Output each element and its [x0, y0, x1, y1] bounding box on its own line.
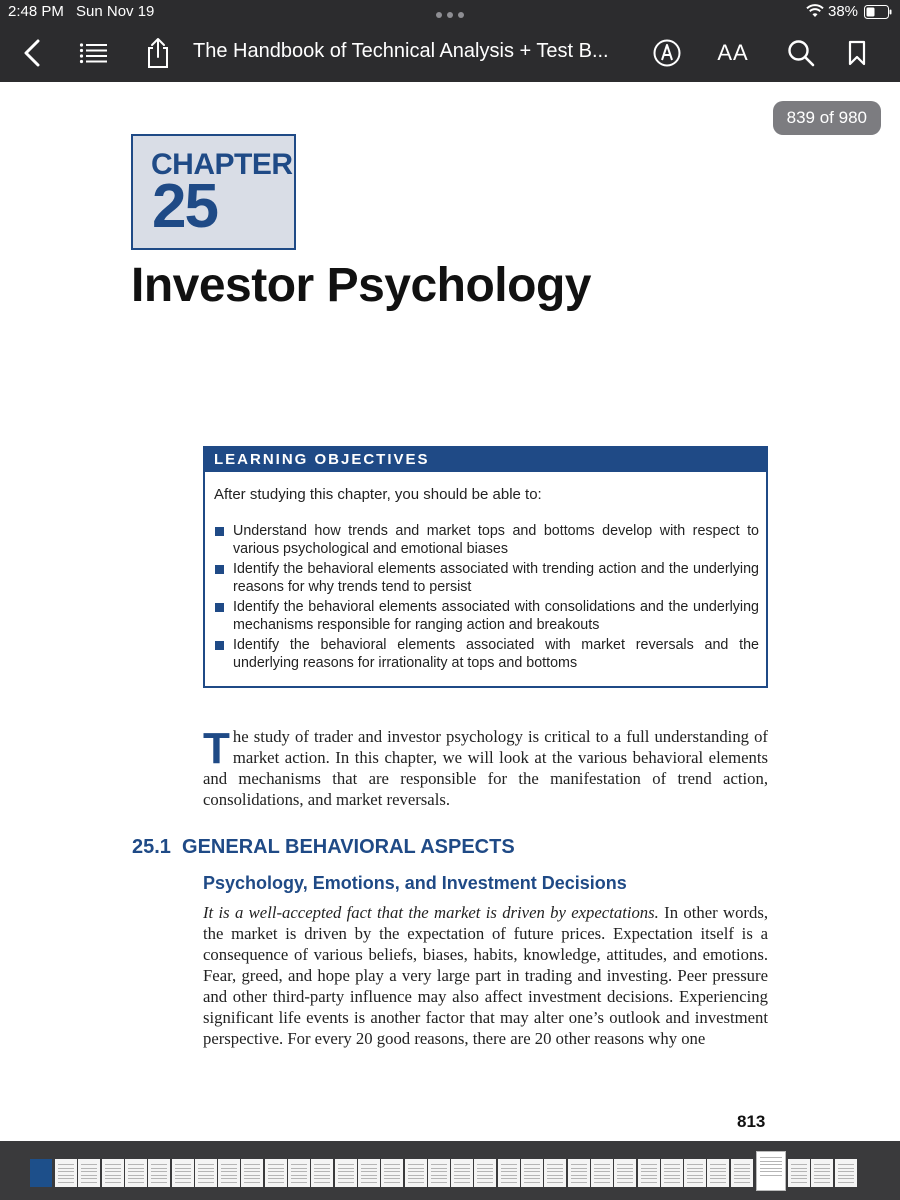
learning-objectives-heading: LEARNING OBJECTIVES	[205, 448, 766, 472]
back-icon	[23, 39, 41, 67]
chapter-number: 25	[152, 172, 217, 241]
back-button[interactable]	[14, 24, 50, 82]
page-thumbnail[interactable]	[661, 1159, 683, 1187]
multitasking-dots-icon[interactable]	[436, 12, 464, 18]
wifi-icon	[806, 4, 824, 18]
page-thumbnail[interactable]	[568, 1159, 590, 1187]
page-thumbnail[interactable]	[102, 1159, 124, 1187]
page-thumbnail[interactable]	[707, 1159, 729, 1187]
page-thumbnail[interactable]	[614, 1159, 636, 1187]
page-thumbnail[interactable]	[835, 1159, 857, 1187]
status-time: 2:48 PM	[8, 3, 64, 20]
page-thumbnail[interactable]	[241, 1159, 263, 1187]
page-thumbnail[interactable]	[638, 1159, 660, 1187]
page-thumbnail[interactable]	[405, 1159, 427, 1187]
italic-lead-sentence: It is a well-accepted fact that the market is driven by expectations.	[203, 903, 659, 922]
page-thumbnail[interactable]	[125, 1159, 147, 1187]
page-thumbnail[interactable]	[731, 1159, 753, 1187]
page-thumbnail[interactable]	[265, 1159, 287, 1187]
page-counter-badge: 839 of 980	[773, 101, 881, 135]
body-paragraph	[203, 902, 768, 1049]
page-thumbnail[interactable]	[30, 1159, 52, 1187]
page-thumbnail[interactable]	[78, 1159, 100, 1187]
page-thumbnail[interactable]	[811, 1159, 833, 1187]
learning-objectives-box	[203, 446, 768, 688]
page-thumbnail[interactable]	[521, 1159, 543, 1187]
square-bullet-icon	[215, 527, 224, 536]
subsection-heading: Psychology, Emotions, and Investment Decisions	[203, 873, 627, 893]
list-item: Understand how trends and market tops and bottoms develop with respect to various psychological and emotional biases	[214, 522, 759, 558]
learning-objectives-intro: After studying this chapter, you should be able to:	[214, 486, 542, 503]
page-thumbnail[interactable]	[335, 1159, 357, 1187]
bookmark-button[interactable]	[845, 24, 869, 82]
page-thumbnail[interactable]	[218, 1159, 240, 1187]
page-number: 813	[737, 1112, 766, 1131]
list-item: Identify the behavioral elements associated with consolidations and the underlying mechanisms responsible for ranging action and breakouts	[214, 598, 759, 634]
font-size-button[interactable]	[714, 24, 752, 82]
page-thumbnail[interactable]	[788, 1159, 810, 1187]
page-thumbnail[interactable]	[451, 1159, 473, 1187]
intro-text: he study of trader and investor psychology is critical to a full understanding of market action. In this chapter, we will look at the various behavioral elements and mechanisms that are responsible for the manifestation of trend action, consolidations, and market reversals.	[203, 727, 768, 809]
page-thumbnail-strip[interactable]	[0, 1141, 900, 1200]
reader-toolbar	[0, 24, 900, 82]
share-icon	[145, 37, 171, 69]
page-thumbnail[interactable]	[55, 1159, 77, 1187]
search-icon	[787, 39, 815, 67]
battery-percent: 38%	[828, 3, 859, 20]
page-thumbnail[interactable]	[498, 1159, 520, 1187]
intro-paragraph	[203, 726, 768, 810]
status-date: Sun Nov 19	[76, 3, 155, 20]
page-thumbnail[interactable]	[172, 1159, 194, 1187]
learning-objectives-list	[214, 522, 759, 674]
square-bullet-icon	[215, 641, 224, 650]
page-thumbnail[interactable]	[195, 1159, 217, 1187]
page-thumbnail[interactable]	[311, 1159, 333, 1187]
font-size-icon: AA	[717, 40, 749, 65]
chapter-box	[131, 134, 296, 250]
page-thumbnail[interactable]	[684, 1159, 706, 1187]
page-thumbnail[interactable]	[288, 1159, 310, 1187]
table-of-contents-icon	[79, 42, 107, 64]
page-thumbnail[interactable]	[428, 1159, 450, 1187]
battery-icon	[864, 5, 892, 19]
page-thumbnail[interactable]	[474, 1159, 496, 1187]
page-thumbnail[interactable]	[148, 1159, 170, 1187]
table-of-contents-button[interactable]	[76, 24, 110, 82]
search-button[interactable]	[786, 24, 816, 82]
page-thumbnail[interactable]	[381, 1159, 403, 1187]
square-bullet-icon	[215, 565, 224, 574]
status-bar	[0, 0, 900, 24]
body-text: In other words, the market is driven by the expectation of future prices. Expectation itself is a consequence of various beliefs, biases, habits, knowledge, attitudes, and emotions. Fear, greed, and hope play a very large part in trading and investing. Peer pressure and other third-party influence may also affect investment decisions. Experiencing significant life events is another factor that may alter one’s outlook and investment perspective. For every 20 good reasons, there are 20 other reasons why one	[203, 903, 768, 1048]
page-thumbnail[interactable]	[544, 1159, 566, 1187]
drop-cap: T	[203, 724, 230, 773]
chapter-label: CHAPTER	[151, 148, 293, 181]
section-heading: 25.1 GENERAL BEHAVIORAL ASPECTS	[132, 836, 515, 858]
chapter-title: Investor Psychology	[131, 259, 591, 312]
share-button[interactable]	[142, 24, 174, 82]
markup-icon	[653, 39, 681, 67]
page-thumbnail[interactable]	[756, 1151, 786, 1191]
bookmark-icon	[848, 40, 866, 66]
list-item: Identify the behavioral elements associated with trending action and the underlying reasons for why trends tend to persist	[214, 560, 759, 596]
book-page[interactable]	[0, 82, 900, 1141]
book-title: The Handbook of Technical Analysis + Test B...	[193, 40, 609, 62]
square-bullet-icon	[215, 603, 224, 612]
markup-button[interactable]	[652, 24, 682, 82]
page-thumbnail[interactable]	[358, 1159, 380, 1187]
list-item: Identify the behavioral elements associated with market reversals and the underlying reasons for irrationality at tops and bottoms	[214, 636, 759, 672]
page-thumbnail[interactable]	[591, 1159, 613, 1187]
